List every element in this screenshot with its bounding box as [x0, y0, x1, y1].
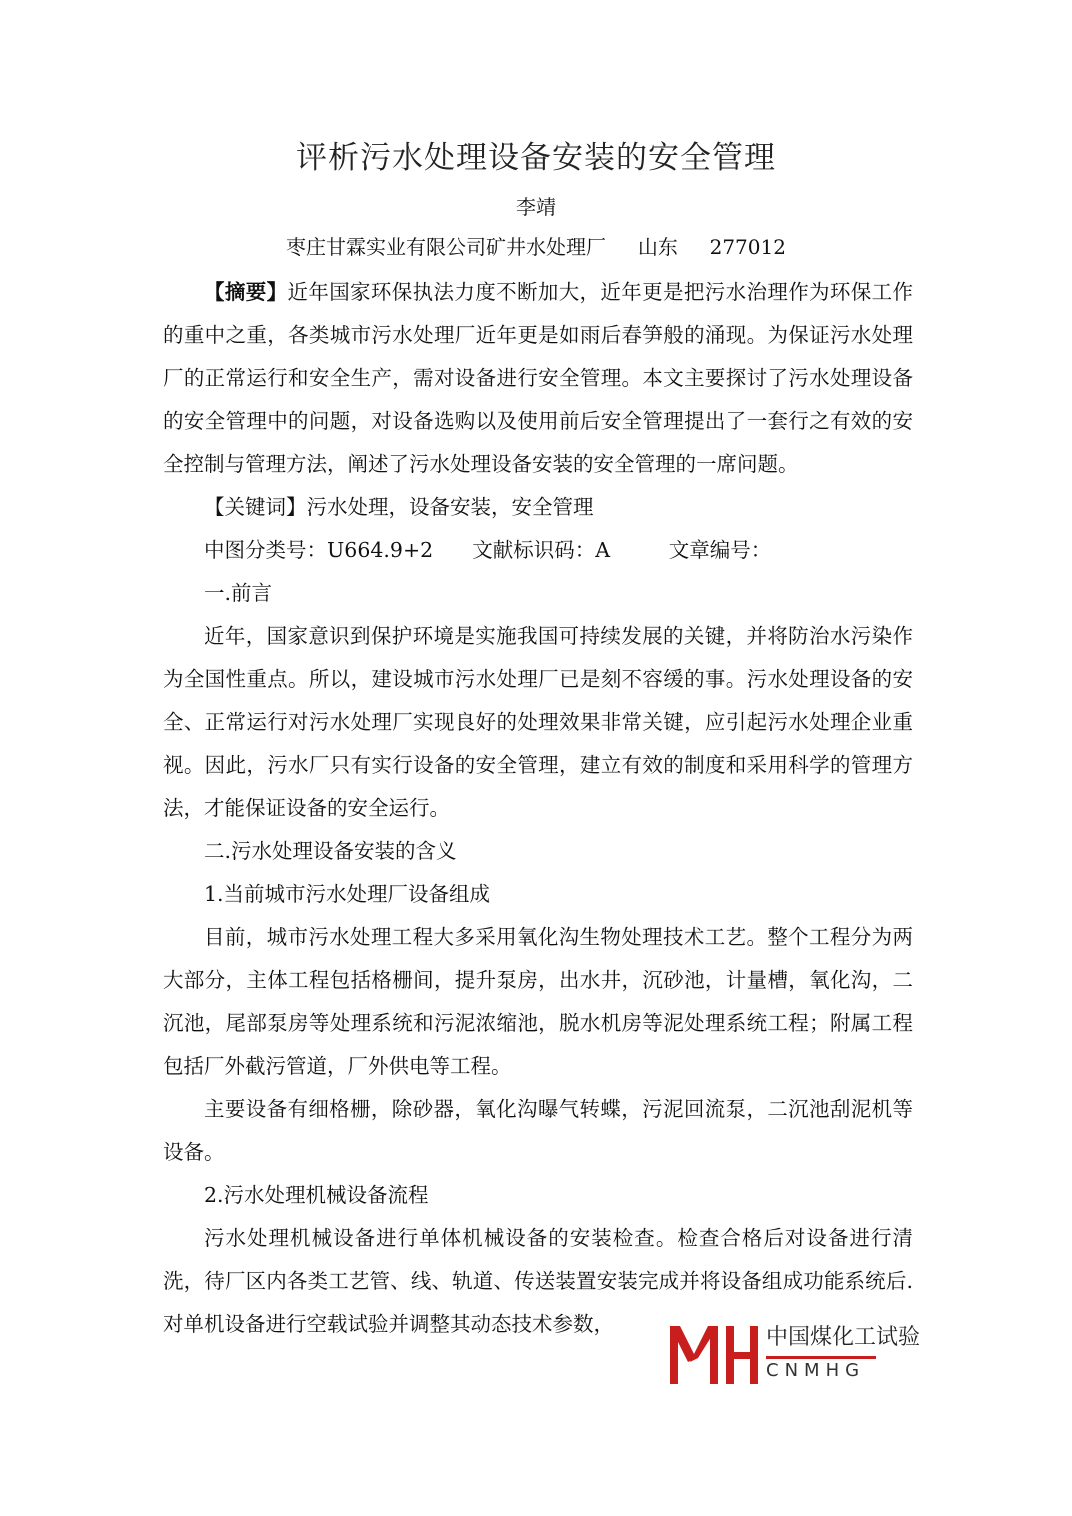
- process-paragraph: 污水处理机械设备进行单体机械设备的安装检查。检查合格后对设备进行清洗，待厂区内各类工艺管、线、轨道、传送装置安装完成并将设备组成功能系统后.对单机设备进行空载试验并调整其动态技术参数，: [163, 1226, 913, 1336]
- watermark-chinese-text: 中国煤化工试验: [766, 1325, 921, 1350]
- paper-title: 评析污水处理设备安装的安全管理: [296, 140, 776, 176]
- watermark-english-text: CNMHG: [766, 1360, 866, 1381]
- author-affiliation: 枣庄甘霖实业有限公司矿井水处理厂 山东 277012: [286, 235, 786, 259]
- section-heading-meaning: 二.污水处理设备安装的含义: [204, 839, 457, 863]
- author-name: 李靖: [516, 195, 556, 219]
- equipment-paragraph-2: 主要设备有细格栅，除砂器，氧化沟曝气转蝶，污泥回流泵，二沉池刮泥机等设备。: [163, 1097, 913, 1164]
- abstract-paragraph: [163, 271, 913, 486]
- article-body: [163, 271, 913, 1346]
- subsection-heading-process: 2.污水处理机械设备流程: [204, 1183, 429, 1207]
- keywords-paragraph: [163, 486, 913, 529]
- keywords-label: 【关键词】: [204, 495, 307, 519]
- subsection-heading-equipment: 1.当前城市污水处理厂设备组成: [204, 882, 491, 906]
- equipment-paragraph-1: 目前，城市污水处理工程大多采用氧化沟生物处理技术工艺。整个工程分为两大部分，主体工程包括格栅间，提升泵房，出水井，沉砂池，计量槽，氧化沟，二沉池，尾部泵房等处理系统和污泥浓缩池，脱水机房等泥处理系统工程；附属工程包括厂外截污管道，厂外供电等工程。: [163, 925, 913, 1078]
- classification-line: 中图分类号：U664.9+2 文献标识码：A 文章编号：: [204, 538, 772, 562]
- abstract-text: 近年国家环保执法力度不断加大，近年更是把污水治理作为环保工作的重中之重，各类城市污水处理厂近年更是如雨后春笋般的涌现。为保证污水处理厂的正常运行和安全生产，需对设备进行安全管理。本文主要探讨了污水处理设备的安全管理中的问题，对设备选购以及使用前后安全管理提出了一套行之有效的安全控制与管理方法，阐述了污水处理设备安装的安全管理的一席问题。: [163, 280, 914, 476]
- section-heading-preface: 一.前言: [204, 581, 273, 605]
- mh-logo-icon: [666, 1318, 762, 1390]
- preface-paragraph: 近年，国家意识到保护环境是实施我国可持续发展的关键，并将防治水污染作为全国性重点。所以，建设城市污水处理厂已是刻不容缓的事。污水处理设备的安全、正常运行对污水处理厂实现良好的处理效果非常关键，应引起污水处理企业重视。因此，污水厂只有实行设备的安全管理，建立有效的制度和采用科学的管理方法，才能保证设备的安全运行。: [163, 624, 913, 820]
- abstract-label: 【摘要】: [204, 280, 288, 304]
- watermark-logo: [666, 1318, 921, 1390]
- keywords-text: 污水处理，设备安装，安全管理: [306, 495, 594, 519]
